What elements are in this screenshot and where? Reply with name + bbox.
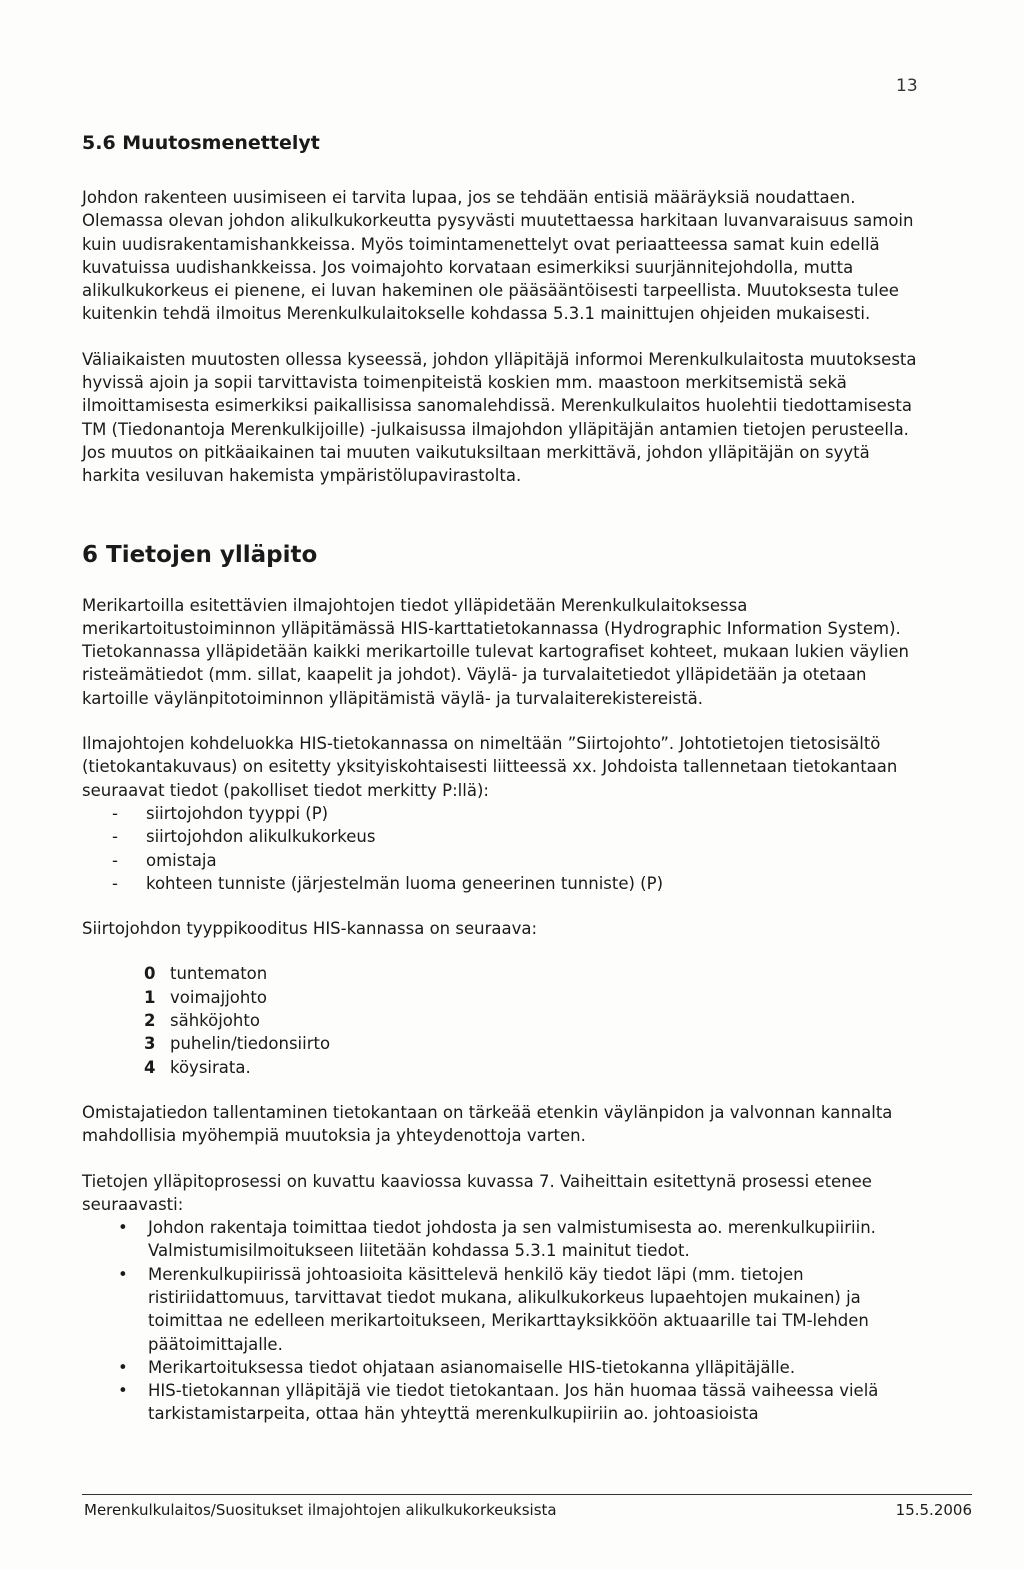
- bullet-list: [82, 1216, 920, 1426]
- paragraph: Omistajatiedon tallentaminen tietokantaan on tärkeää etenkin väylänpidon ja valvonnan kannalta mahdollisia myöhempiä muutoksia ja yhteydenottoja varten.: [82, 1102, 893, 1146]
- list-item: - kohteen tunniste (järjestelmän luoma geneerinen tunniste) (P): [82, 872, 920, 895]
- code-item: [144, 1032, 920, 1055]
- code-item: [144, 1056, 920, 1079]
- dash-list: [82, 802, 920, 895]
- list-item: • Merenkulkupiirissä johtoasioita käsittelevä henkilö käy tiedot läpi (mm. tietojen ristiriidattomuus, tarvittavat tiedot mukana, alikulkukorkeus lupaehtojen mukainen) ja toimittaa ne edelleen merikartoitukseen, Merikarttayksikköön aktuaarille tai TM-lehden päätoimittajalle.: [82, 1263, 920, 1356]
- code-item: [144, 986, 920, 1009]
- paragraph: Siirtojohdon tyyppikooditus HIS-kannassa on seuraava:: [82, 919, 538, 939]
- code-value: 4: [144, 1057, 156, 1077]
- chapter-heading-6: 6 Tietojen ylläpito: [82, 541, 318, 568]
- code-label: puhelin/tiedonsiirto: [170, 1034, 331, 1054]
- code-value: 2: [144, 1011, 156, 1031]
- paragraph: Merikartoilla esitettävien ilmajohtojen tiedot ylläpidetään Merenkulkulaitoksessa merikartoitustoiminnon ylläpitämässä HIS-karttatietokannassa (Hydrographic Information System). Tietokannassa ylläpidetään kaikki merikartoille tulevat kartografiset kohteet, mukaan lukien väylien risteämätiedot (mm. sillat, kaapelit ja johdot). Väylä- ja turvalaitetiedot ylläpidetään ja otetaan kartoille väylänpitotoiminnon ylläpitämistä väylä- ja turvalaiterekistereistä.: [82, 595, 909, 708]
- code-label: köysirata.: [170, 1057, 251, 1077]
- list-item: • HIS-tietokannan ylläpitäjä vie tiedot tietokantaan. Jos hän huomaa tässä vaiheessa vielä tarkistamistarpeita, ottaa hän yhteyttä merenkulkupiiriin ao. johtoasioista: [82, 1379, 920, 1426]
- list-item: - siirtojohdon tyyppi (P): [82, 802, 920, 825]
- code-value: 0: [144, 964, 156, 984]
- list-item: - omistaja: [82, 849, 920, 872]
- paragraph: Tietojen ylläpitoprosessi on kuvattu kaaviossa kuvassa 7. Vaiheittain esitettynä prosessi etenee seuraavasti:: [82, 1171, 872, 1214]
- code-value: 1: [144, 987, 156, 1007]
- code-item: [144, 1009, 920, 1032]
- section-heading-5-6: 5.6 Muutosmenettelyt: [82, 132, 320, 154]
- code-label: voimajjohto: [170, 987, 267, 1007]
- page-number: 13: [896, 76, 918, 96]
- list-item: - siirtojohdon alikulkukorkeus: [82, 825, 920, 848]
- code-item: [144, 962, 920, 985]
- type-code-list: [144, 962, 920, 1078]
- paragraph: Väliaikaisten muutosten ollessa kyseessä, johdon ylläpitäjä informoi Merenkulkulaitosta muutoksesta hyvissä ajoin ja sopii tarvittavista toimenpiteistä koskien mm. maastoon merkitsemistä sekä ilmoittamisesta esimerkiksi paikallisissa sanomalehdissä. Merenkulkulaitos huolehtii tiedottamisesta TM (Tiedonantoja Merenkulkijoille) -julkaisussa ilmajohdon ylläpitäjän antamien tietojen perusteella. Jos muutos on pitkäaikainen tai muuten vaikutuksiltaan merkittävä, johdon ylläpitäjän on syytä harkita vesiluvan hakemista ympäristölupavirastolta.: [82, 349, 917, 486]
- footer-publication: Merenkulkulaitos/Suositukset ilmajohtojen alikulkukorkeuksista: [84, 1501, 557, 1519]
- list-item: • Merikartoituksessa tiedot ohjataan asianomaiselle HIS-tietokanna ylläpitäjälle.: [82, 1356, 920, 1379]
- code-label: sähköjohto: [170, 1011, 260, 1031]
- paragraph: Ilmajohtojen kohdeluokka HIS-tietokannassa on nimeltään ”Siirtojohto”. Johtotietojen tietosisältö (tietokantakuvaus) on esitetty yksityiskohtaisesti liitteessä xx. Johdoista tallennetaan tietokantaan seuraavat tiedot (pakolliset tiedot merkitty P:llä):: [82, 734, 898, 800]
- code-label: tuntematon: [170, 964, 268, 984]
- document-body: [82, 130, 920, 1426]
- code-value: 3: [144, 1034, 156, 1054]
- list-item: • Johdon rakentaja toimittaa tiedot johdosta ja sen valmistumisesta ao. merenkulkupiiriin. Valmistumisilmoitukseen liitetään kohdassa 5.3.1 mainitut tiedot.: [82, 1216, 920, 1263]
- footer-date: 15.5.2006: [895, 1501, 972, 1519]
- page-footer: [82, 1494, 972, 1519]
- paragraph: Johdon rakenteen uusimiseen ei tarvita lupaa, jos se tehdään entisiä määräyksiä noudattaen. Olemassa olevan johdon alikulkukorkeutta pysyvästi muutettaessa harkitaan luvanvaraisuus samoin kuin uudisrakentamishankkeissa. Myös toimintamenettelyt ovat periaatteessa samat kuin edellä kuvatuissa uudishankkeissa. Jos voimajohto korvataan esimerkiksi suurjännitejohdolla, mutta alikulkukorkeus ei pienene, ei luvan hakeminen ole pääsääntöisesti tarpeellista. Muutoksesta tulee kuitenkin tehdä ilmoitus Merenkulkulaitokselle kohdassa 5.3.1 mainittujen ohjeiden mukaisesti.: [82, 188, 914, 324]
